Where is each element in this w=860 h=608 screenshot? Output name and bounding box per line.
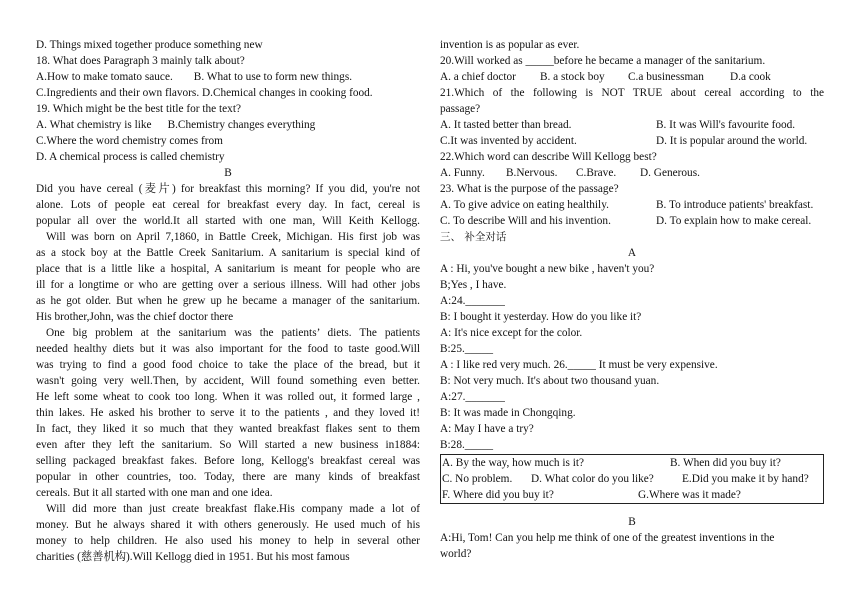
dialogue-a bbox=[440, 261, 824, 453]
question-19: 19. Which might be the best title for the text? bbox=[36, 103, 241, 115]
passage-line: thin lakes. He asked his brother to serve it to the patients , and they loved it! bbox=[36, 407, 420, 419]
text-line: D. Things mixed together produce something new bbox=[36, 39, 263, 51]
box-option-b: B. When did you buy it? bbox=[670, 457, 781, 469]
passage-line: even after they left the sanitarium. So Will started a new business in1884: bbox=[36, 439, 420, 451]
option-23d: D. To explain how to make cereal. bbox=[656, 215, 812, 227]
options-18-cd: C.Ingredients and their own flavors. D.Chemical changes in cooking food. bbox=[36, 87, 373, 99]
option-20a: A. a chief doctor bbox=[440, 71, 516, 83]
passage-line: money. But he always shared it with others generously. He used much of his bbox=[36, 519, 420, 531]
dialogue-b-line: A:Hi, Tom! Can you help me think of one of the greatest inventions in the bbox=[440, 532, 775, 544]
box-option-a: A. By the way, how much is it? bbox=[442, 457, 585, 469]
passage-line: charities (慈善机构).Will Kellogg died in 1951. But his most famous bbox=[36, 551, 350, 563]
option-22b: B.Nervous. bbox=[506, 167, 558, 179]
section-b-heading: B bbox=[224, 167, 232, 179]
passage-line: money to help children. He also used his money to help in several other bbox=[36, 535, 420, 547]
passage-line: was trying to find a good food choice to take the place of the bread, but it bbox=[36, 359, 420, 371]
dialogue-line: A: May I have a try? bbox=[440, 423, 534, 435]
question-21: 21.Which of the following is NOT TRUE about cereal according to the bbox=[440, 87, 824, 99]
box-option-g: G.Where was it made? bbox=[638, 489, 741, 501]
option-19c: C.Where the word chemistry comes from bbox=[36, 135, 223, 147]
dialogue-line: B: Not very much. It's about two thousand yuan. bbox=[440, 375, 660, 387]
option-20c: C.a businessman bbox=[628, 71, 704, 83]
passage-line: as he got older. But when he grew up he became a manager of the sanitarium. bbox=[36, 295, 420, 307]
dialogue-line: B:25._____ bbox=[440, 343, 494, 355]
passage-line: Did you have cereal (麦片) for breakfast this morning? If you did, you're not bbox=[36, 183, 420, 195]
option-19b: B.Chemistry changes everything bbox=[167, 119, 316, 131]
dialogue-line: A:24._______ bbox=[440, 295, 505, 307]
passage-line: He left some wheat to cook too long. When it was rolled out, it formed large , bbox=[36, 391, 420, 403]
dialogue-line: B;Yes , I have. bbox=[440, 279, 507, 291]
options-19-ab bbox=[36, 117, 420, 133]
option-20b: B. a stock boy bbox=[540, 71, 605, 83]
box-option-f: F. Where did you buy it? bbox=[442, 489, 554, 501]
box-option-e: E.Did you make it by hand? bbox=[682, 473, 809, 485]
question-22: 22.Which word can describe Will Kellogg best? bbox=[440, 151, 657, 163]
options-21-ab bbox=[440, 117, 824, 133]
option-21a: A. It tasted better than bread. bbox=[440, 119, 572, 131]
options-23-cd bbox=[440, 213, 824, 229]
passage-line: Will was born on April 7,1860, in Battle Creek, Michigan. His first job was bbox=[46, 231, 420, 243]
options-18-ab bbox=[36, 69, 420, 85]
option-18a: A.How to make tomato sauce. bbox=[36, 71, 173, 83]
box-row bbox=[441, 487, 821, 503]
text-line: invention is as popular as ever. bbox=[440, 39, 580, 51]
question-18: 18. What does Paragraph 3 mainly talk about? bbox=[36, 55, 245, 67]
options-20 bbox=[440, 69, 824, 85]
dialogue-line: B: I bought it yesterday. How do you like it? bbox=[440, 311, 642, 323]
reading-passage bbox=[36, 181, 420, 565]
passage-line: popular in other countries, too. Today, there are many kinds of breakfast bbox=[36, 471, 420, 483]
dialogue-line: A : Hi, you've bought a new bike , haven't you? bbox=[440, 263, 655, 275]
question-20: 20.Will worked as _____before he became a manager of the sanitarium. bbox=[440, 55, 766, 67]
options-22 bbox=[440, 165, 824, 181]
passage-line: as a stock boy at the Battle Creek Sanitarium. A sanitarium is special kind of bbox=[36, 247, 420, 259]
right-column bbox=[440, 37, 824, 562]
passage-line: selling packaged breakfast fakes. Before long, Kellogg's breakfast cereal was bbox=[36, 455, 420, 467]
options-21-cd bbox=[440, 133, 824, 149]
option-21c: C.It was invented by accident. bbox=[440, 135, 577, 147]
dialogue-line: A: It's nice except for the color. bbox=[440, 327, 583, 339]
dialogue-b-line: world? bbox=[440, 548, 472, 560]
option-21d: D. It is popular around the world. bbox=[656, 135, 808, 147]
options-box bbox=[440, 454, 824, 504]
option-21b: B. It was Will's favourite food. bbox=[656, 119, 796, 131]
passage-line: alone. Lots of people eat cereal for breakfast every day. In fact, cereal is bbox=[36, 199, 420, 211]
passage-line: wasn't going very well.Then, by accident, Will found something even better. bbox=[36, 375, 420, 387]
option-20d: D.a cook bbox=[730, 71, 771, 83]
passage-line: needed healthy diets but it was also important for the food to taste good.Will bbox=[36, 343, 420, 355]
dialogue-line: B:28._____ bbox=[440, 439, 494, 451]
question-21-cont: passage? bbox=[440, 103, 481, 115]
box-option-c: C. No problem. bbox=[442, 473, 513, 485]
section-a-heading: A bbox=[627, 247, 637, 259]
section-b2-heading: B bbox=[628, 516, 636, 528]
option-22d: D. Generous. bbox=[640, 167, 700, 179]
passage-line: His brother,John, was the chief doctor there bbox=[36, 311, 234, 323]
option-23a: A. To give advice on eating healthily. bbox=[440, 199, 609, 211]
passage-line: ill for a longtime or who are getting over a serious illness. Will had other jobs bbox=[36, 279, 420, 291]
passage-line: place that is a little like a hospital, A sanitarium is meant for people who are bbox=[36, 263, 420, 275]
option-22a: A. Funny. bbox=[440, 167, 485, 179]
options-23-ab bbox=[440, 197, 824, 213]
question-23: 23. What is the purpose of the passage? bbox=[440, 183, 619, 195]
left-column bbox=[36, 37, 420, 565]
option-18b: B. What to use to form new things. bbox=[193, 71, 353, 83]
passage-line: cereals. But it all started with one man and one idea. bbox=[36, 487, 273, 499]
passage-line: popular all over the world.It all started with one man, Will Keith Kellogg. bbox=[36, 215, 420, 227]
option-23c: C. To describe Will and his invention. bbox=[440, 215, 611, 227]
dialogue-line: A : I like red very much. 26._____ It must be very expensive. bbox=[440, 359, 718, 371]
option-23b: B. To introduce patients' breakfast. bbox=[656, 199, 814, 211]
option-22c: C.Brave. bbox=[576, 167, 617, 179]
box-row bbox=[441, 455, 821, 471]
option-19a: A. What chemistry is like bbox=[36, 119, 152, 131]
passage-line: Will did more than just create breakfast flake.His company made a lot of bbox=[46, 503, 420, 515]
dialogue-line: B: It was made in Chongqing. bbox=[440, 407, 576, 419]
passage-line: One big problem at the sanitarium was the patients’ diets. The patients bbox=[46, 327, 420, 339]
section-three-heading: 三、 补全对话 bbox=[440, 231, 507, 243]
passage-line: In fact, they liked it so much that they wanted breakfast flakes sent to them bbox=[36, 423, 420, 435]
box-row bbox=[441, 471, 821, 487]
dialogue-line: A:27._______ bbox=[440, 391, 505, 403]
option-19d: D. A chemical process is called chemistry bbox=[36, 151, 225, 163]
box-option-d: D. What color do you like? bbox=[531, 473, 654, 485]
